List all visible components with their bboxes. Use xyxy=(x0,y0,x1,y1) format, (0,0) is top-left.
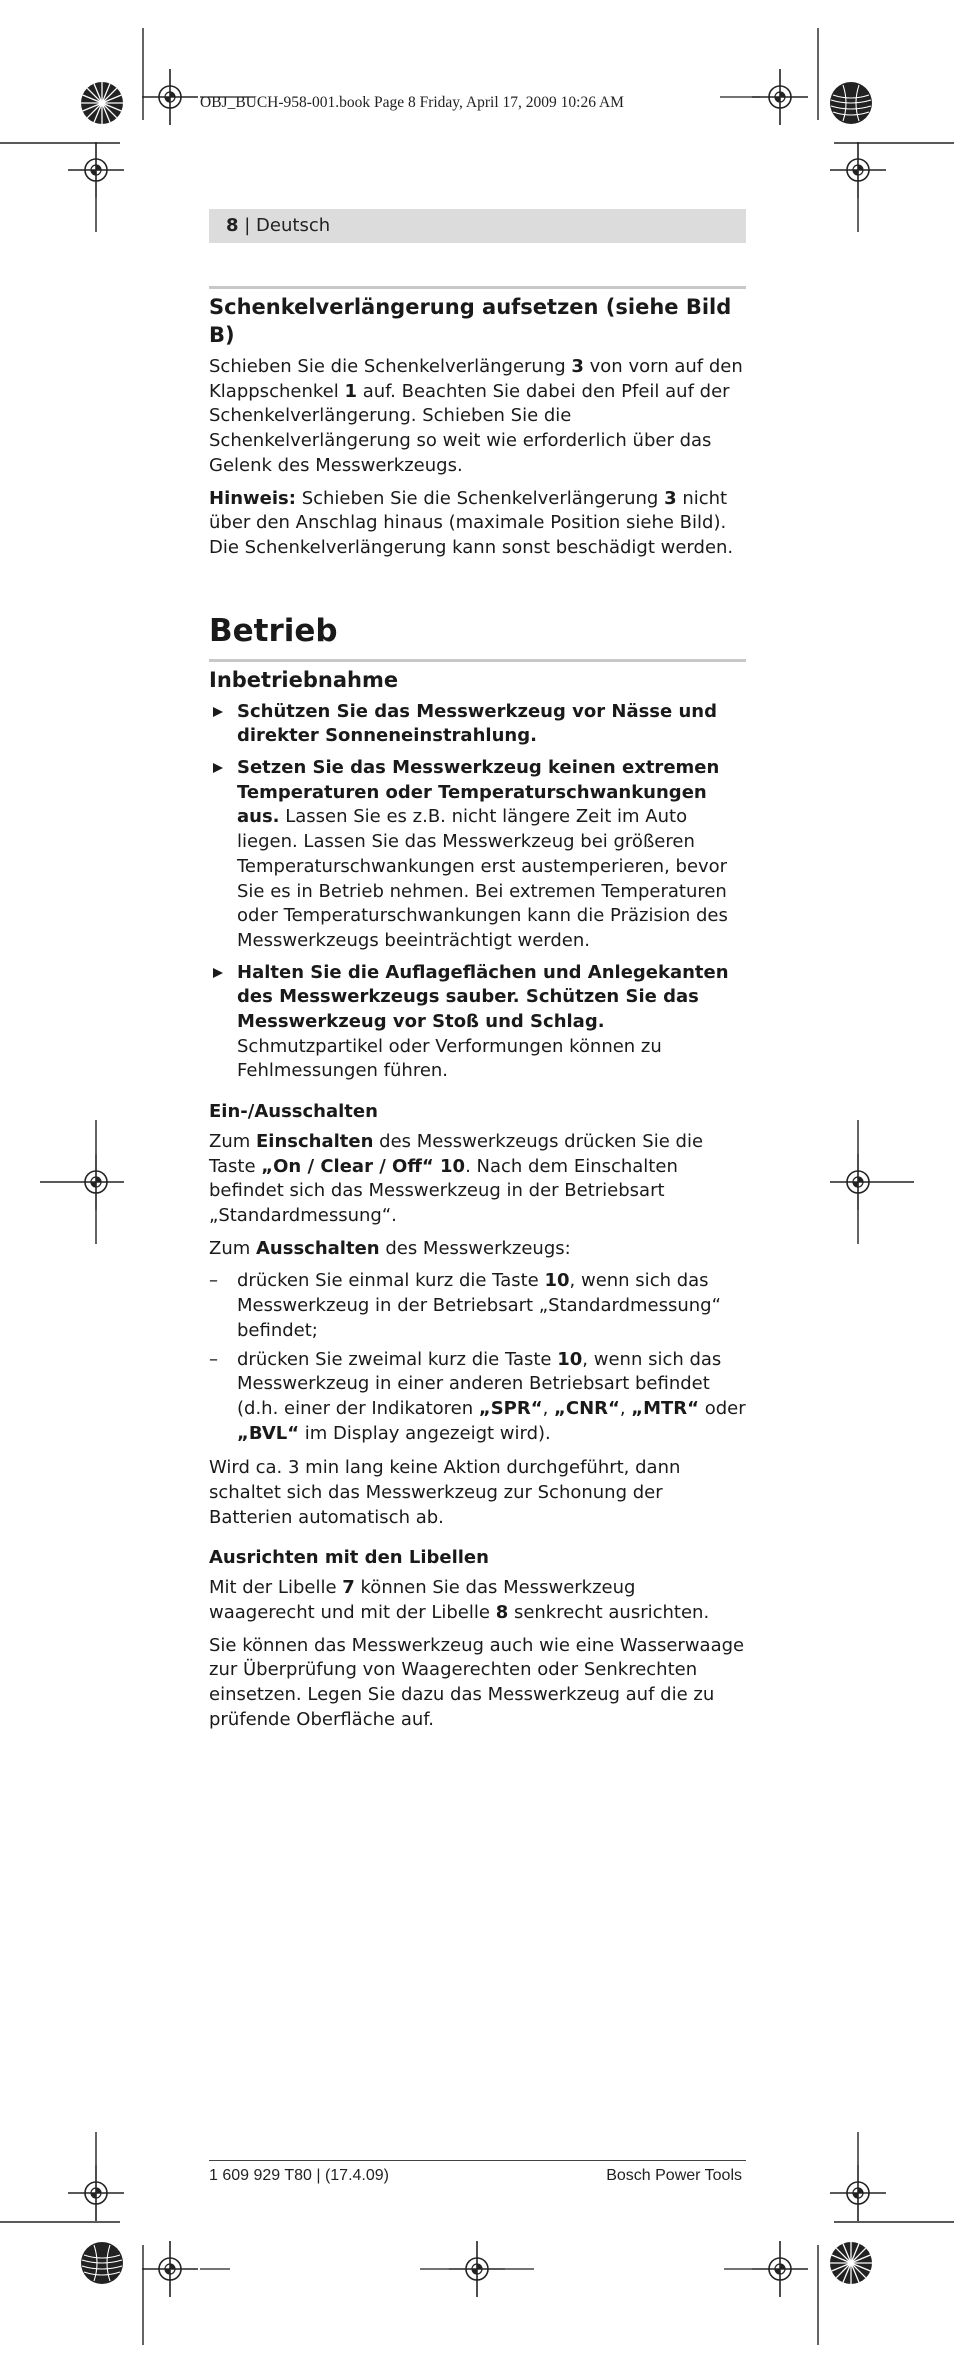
footer-rule xyxy=(209,2160,746,2161)
print-header: OBJ_BUCH-958-001.book Page 8 Friday, April 17, 2009 10:26 AM xyxy=(200,94,624,111)
subheading-on-off: Ein-/Ausschalten xyxy=(209,1101,378,1123)
bullet-triangle-icon xyxy=(213,707,223,717)
subheading-align: Ausrichten mit den Libellen xyxy=(209,1547,489,1569)
dash-item: – drücken Sie zweimal kurz die Taste 10, wenn sich das Messwerkzeug in einer anderen Betriebsart befindet (d.h. einer der Indikatoren „SPR“, „CNR“, „MTR“ oder „BVL“ im Display angezeigt wird). xyxy=(209,1348,746,1444)
page-language: Deutsch xyxy=(256,215,331,236)
bullet-item: Halten Sie die Auflageflächen und Anlegekanten des Messwerkzeugs sauber. Schützen Sie das Messwerkzeug vor Stoß und Schlag. Schmutzpartikel oder Verformungen können zu Fehlmessungen führen. xyxy=(209,961,746,1085)
section-rule xyxy=(209,286,746,289)
bullet-item: Setzen Sie das Messwerkzeug keinen extremen Temperaturen oder Temperaturschwankungen aus. Lassen Sie es z.B. nicht längere Zeit im Auto liegen. Lassen Sie das Messwerkzeug bei größeren Temperaturschwankungen erst austemperieren, bevor Sie es in Betrieb nehmen. Bei extremen Temperaturen oder Temperaturschwankungen kann die Präzision des Messwerkzeugs beeinträchtigt werden. xyxy=(209,756,746,954)
safety-bullet-list xyxy=(209,700,746,1085)
section-heading-startup: Inbetriebnahme xyxy=(209,667,399,692)
paragraph-extension-note: Hinweis: Schieben Sie die Schenkelverlängerung 3 nicht über den Anschlag hinaus (maximale Position siehe Bild). Die Schenkelverlängerung kann sonst beschädigt werden. xyxy=(209,487,734,558)
page-number: 8 xyxy=(226,215,239,236)
section-rule xyxy=(209,659,746,662)
paragraph-auto-off: Wird ca. 3 min lang keine Aktion durchgeführt, dann schaltet sich das Messwerkzeug zur Schonung der Batterien automatisch ab. xyxy=(209,1457,681,1528)
main-content xyxy=(209,286,746,1740)
paragraph-levels: Mit der Libelle 7 können Sie das Messwerkzeug waagerecht und mit der Libelle 8 senkrecht ausrichten. xyxy=(209,1577,710,1623)
bullet-item: Schützen Sie das Messwerkzeug vor Nässe und direkter Sonneneinstrahlung. xyxy=(209,700,746,749)
section-heading-extension: Schenkelverlängerung aufsetzen (siehe Bild B) xyxy=(209,295,732,347)
dash-item: – drücken Sie einmal kurz die Taste 10, wenn sich das Messwerkzeug in der Betriebsart „Standardmessung“ befindet; xyxy=(209,1270,721,1341)
footer-brand: Bosch Power Tools xyxy=(606,2167,742,2184)
footer-doc-number: 1 609 929 T80 | (17.4.09) xyxy=(209,2167,389,2184)
chapter-heading-operation: Betrieb xyxy=(209,612,338,649)
bullet-triangle-icon xyxy=(213,968,223,978)
switch-off-dash-list xyxy=(209,1269,746,1446)
paragraph-switch-on: Zum Einschalten des Messwerkzeugs drücken Sie die Taste „On / Clear / Off“ 10. Nach dem Einschalten befindet sich das Messwerkzeug in der Betriebsart „Standardmessung“. xyxy=(209,1130,704,1226)
bullet-triangle-icon xyxy=(213,763,223,773)
page-header-bar xyxy=(209,209,746,243)
paragraph-extension-instructions: Schieben Sie die Schenkelverlängerung 3 von vorn auf den Klappschenkel 1 auf. Beachten Sie dabei den Pfeil auf der Schenkelverlängerung. Schieben Sie die Schenkelverlängerung so weit wie erforderlich über das Gelenk des Messwerkzeugs. xyxy=(209,356,743,476)
page-bar-separator: | xyxy=(238,215,257,236)
paragraph-switch-off: Zum Ausschalten des Messwerkzeugs: xyxy=(209,1237,571,1259)
paragraph-spirit-level: Sie können das Messwerkzeug auch wie eine Wasserwaage zur Überprüfung von Waagerechten oder Senkrechten einsetzen. Legen Sie dazu das Messwerkzeug auf die zu prüfende Oberfläche auf. xyxy=(209,1634,745,1730)
